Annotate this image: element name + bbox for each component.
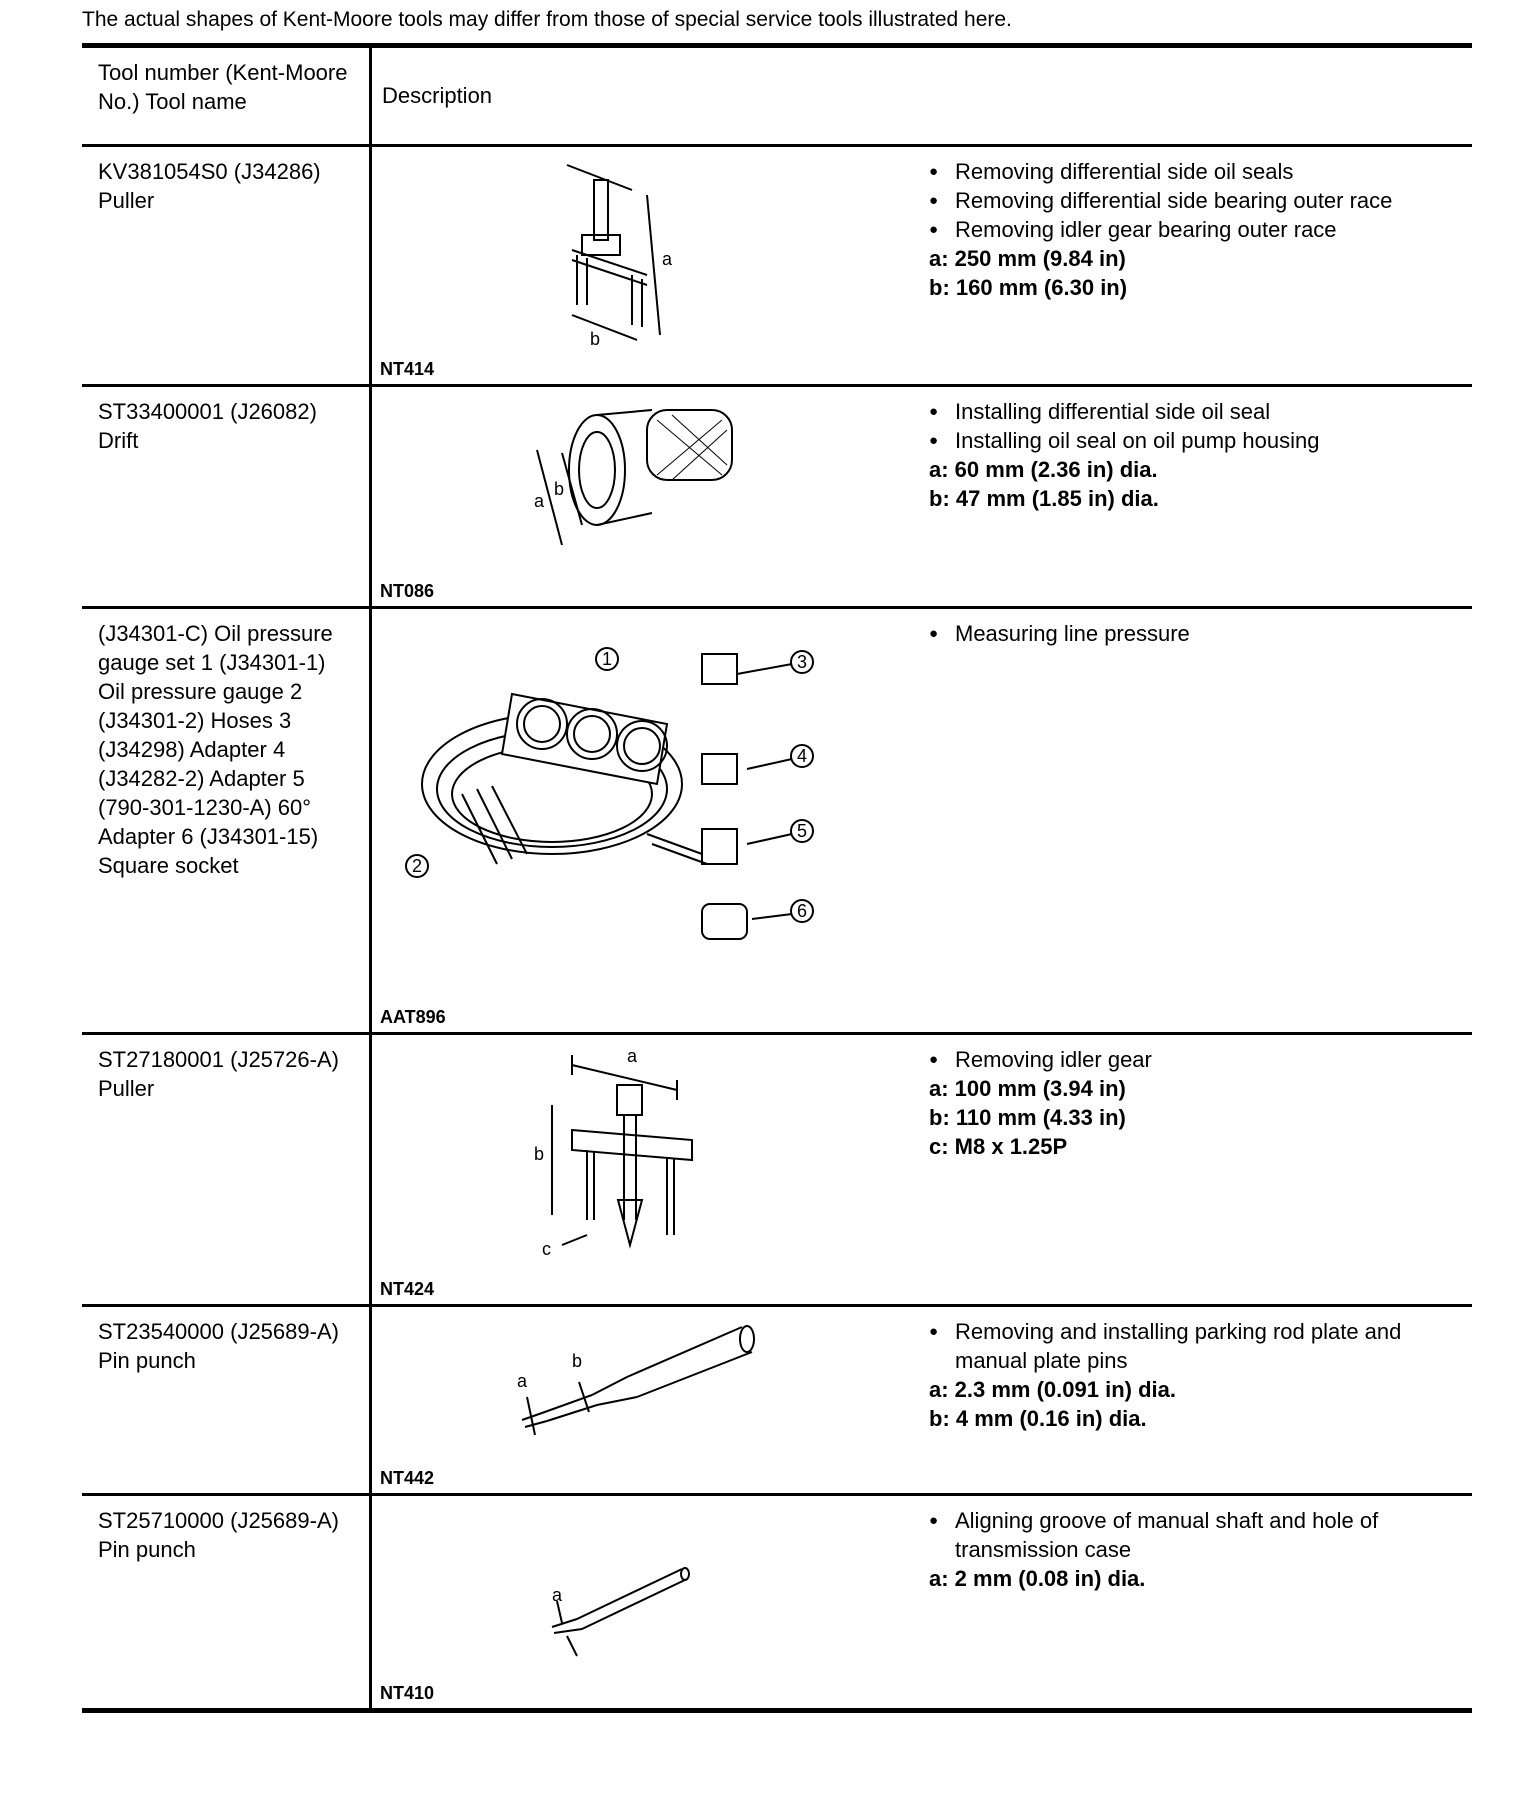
illustration-code: NT414 bbox=[380, 359, 435, 379]
tool-description bbox=[372, 609, 1472, 1032]
purpose-item: ● Removing differential side oil seals bbox=[929, 157, 1469, 186]
spec-item: a: 100 mm (3.94 in) bbox=[929, 1076, 1126, 1101]
dimension-label: a bbox=[534, 491, 545, 511]
spec-item: a: 250 mm (9.84 in) bbox=[929, 246, 1126, 271]
purpose-item: ● Aligning groove of manual shaft and hole of transmission case bbox=[929, 1506, 1469, 1564]
table-header bbox=[82, 48, 1472, 147]
table-row bbox=[82, 1307, 1472, 1496]
table-row bbox=[82, 387, 1472, 609]
table-row bbox=[82, 609, 1472, 1035]
component-number: 2 (J34301-2) bbox=[98, 679, 303, 733]
tool-info bbox=[82, 1307, 372, 1493]
dimension-label: a bbox=[552, 1585, 563, 1605]
description-text bbox=[929, 397, 1469, 513]
header-line: Tool number bbox=[98, 60, 220, 85]
component-name: Adapter bbox=[209, 766, 287, 791]
component-name: Adapter bbox=[189, 737, 267, 762]
tool-number: ST23540000 bbox=[98, 1319, 224, 1344]
spec-item: b: 160 mm (6.30 in) bbox=[929, 275, 1128, 300]
spec-item: b: 110 mm (4.33 in) bbox=[929, 1105, 1126, 1130]
dimension-label: c bbox=[542, 1239, 551, 1259]
tool-number: ST25710000 bbox=[98, 1508, 224, 1533]
dimension-label: b bbox=[590, 329, 601, 345]
tool-description bbox=[372, 1307, 1472, 1493]
component-number: 1 (J34301-1) bbox=[200, 650, 326, 675]
spec-item: a: 60 mm (2.36 in) dia. bbox=[929, 457, 1158, 482]
callout-number: 2 bbox=[412, 856, 423, 876]
description-text bbox=[929, 1045, 1469, 1161]
description-text bbox=[929, 619, 1469, 648]
component-number: 3 (J34298) bbox=[98, 708, 292, 762]
dimension-label: b bbox=[554, 479, 565, 499]
tool-description bbox=[372, 1035, 1472, 1304]
idler-puller-illustration bbox=[522, 1050, 762, 1265]
dimension-label: a bbox=[627, 1050, 638, 1066]
spec-item: c: M8 x 1.25P bbox=[929, 1134, 1068, 1159]
spec-item: a: 2 mm (0.08 in) dia. bbox=[929, 1566, 1146, 1591]
component-number: 6 (J34301-15) bbox=[181, 824, 319, 849]
description-text bbox=[929, 1506, 1469, 1593]
pin-punch-illustration bbox=[497, 1317, 767, 1442]
purpose-item: ● Removing and installing parking rod plate and manual plate pins bbox=[929, 1317, 1469, 1375]
component-number: 4 (J34282-2) bbox=[98, 737, 286, 791]
illustration-code: NT424 bbox=[380, 1279, 435, 1299]
description-text bbox=[929, 1317, 1469, 1433]
purpose-item: ● Installing differential side oil seal bbox=[929, 397, 1469, 426]
tool-description bbox=[372, 387, 1472, 606]
tool-info bbox=[82, 609, 372, 1032]
callout-number: 4 bbox=[797, 746, 808, 766]
header-tool-column bbox=[82, 48, 372, 144]
purpose-item: ● Installing oil seal on oil pump housing bbox=[929, 426, 1469, 455]
kent-moore-number: (J25726-A) bbox=[230, 1047, 339, 1072]
purpose-item: ● Removing idler gear bbox=[929, 1045, 1469, 1074]
component-name: Hoses bbox=[210, 708, 273, 733]
kent-moore-number: (J34286) bbox=[233, 159, 321, 184]
gauge-set-illustration bbox=[402, 634, 842, 954]
tool-number: KV381054S0 bbox=[98, 159, 228, 184]
purpose-item: ● Measuring line pressure bbox=[929, 619, 1469, 648]
tool-description bbox=[372, 147, 1472, 384]
callout-number: 1 bbox=[602, 649, 613, 669]
component-name: Square socket bbox=[98, 853, 239, 878]
spec-item: a: 2.3 mm (0.091 in) dia. bbox=[929, 1377, 1176, 1402]
tool-name: Puller bbox=[98, 188, 155, 213]
table-row bbox=[82, 1496, 1472, 1708]
kent-moore-number: (J25689-A) bbox=[230, 1319, 339, 1344]
table-row bbox=[82, 1035, 1472, 1307]
spec-item: b: 47 mm (1.85 in) dia. bbox=[929, 486, 1159, 511]
tool-description bbox=[372, 1496, 1472, 1708]
description-text bbox=[929, 157, 1469, 302]
header-line: (Kent-Moore No.) bbox=[98, 60, 348, 114]
dimension-label: a bbox=[662, 249, 673, 269]
callout-number: 5 bbox=[797, 821, 808, 841]
tool-name: Puller bbox=[98, 1076, 155, 1101]
tool-name: Oil pressure gauge set bbox=[98, 621, 333, 675]
tool-info bbox=[82, 147, 372, 384]
tool-info bbox=[82, 1035, 372, 1304]
tool-info bbox=[82, 387, 372, 606]
callout-number: 3 bbox=[797, 652, 808, 672]
dimension-label: b bbox=[572, 1351, 583, 1371]
puller-illustration bbox=[532, 155, 712, 345]
illustration-code: NT410 bbox=[380, 1683, 435, 1703]
tool-name: Pin punch bbox=[98, 1537, 196, 1562]
kent-moore-number: (J26082) bbox=[230, 399, 317, 424]
drift-illustration bbox=[522, 395, 752, 555]
tool-number: ST33400001 bbox=[98, 399, 224, 424]
tool-name: Pin punch bbox=[98, 1348, 196, 1373]
intro-note: The actual shapes of Kent-Moore tools may differ from those of special service tools illustrated here. bbox=[82, 8, 1012, 31]
dimension-label: b bbox=[534, 1144, 545, 1164]
purpose-item: ● Removing idler gear bearing outer race bbox=[929, 215, 1469, 244]
kent-moore-number: (J25689-A) bbox=[230, 1508, 339, 1533]
tool-info bbox=[82, 1496, 372, 1708]
spec-item: b: 4 mm (0.16 in) dia. bbox=[929, 1406, 1147, 1431]
special-service-tools-table bbox=[82, 43, 1472, 1713]
tool-number: (J34301-C) bbox=[98, 621, 209, 646]
component-name: Oil pressure gauge bbox=[98, 679, 284, 704]
component-number: 5 (790-301-1230-A) bbox=[98, 766, 305, 820]
component-name: 60° Adapter bbox=[98, 795, 312, 849]
illustration-code: NT086 bbox=[380, 581, 435, 601]
dimension-label: a bbox=[517, 1371, 528, 1391]
header-line: Tool name bbox=[145, 89, 247, 114]
illustration-code: NT442 bbox=[380, 1468, 435, 1488]
callout-number: 6 bbox=[797, 901, 808, 921]
tool-name: Drift bbox=[98, 428, 139, 453]
tool-number: ST27180001 bbox=[98, 1047, 224, 1072]
header-description: Description bbox=[382, 83, 493, 108]
pin-punch-illustration bbox=[532, 1561, 702, 1661]
purpose-item: ● Removing differential side bearing outer race bbox=[929, 186, 1469, 215]
illustration-code: AAT896 bbox=[380, 1007, 446, 1027]
table-row bbox=[82, 147, 1472, 387]
